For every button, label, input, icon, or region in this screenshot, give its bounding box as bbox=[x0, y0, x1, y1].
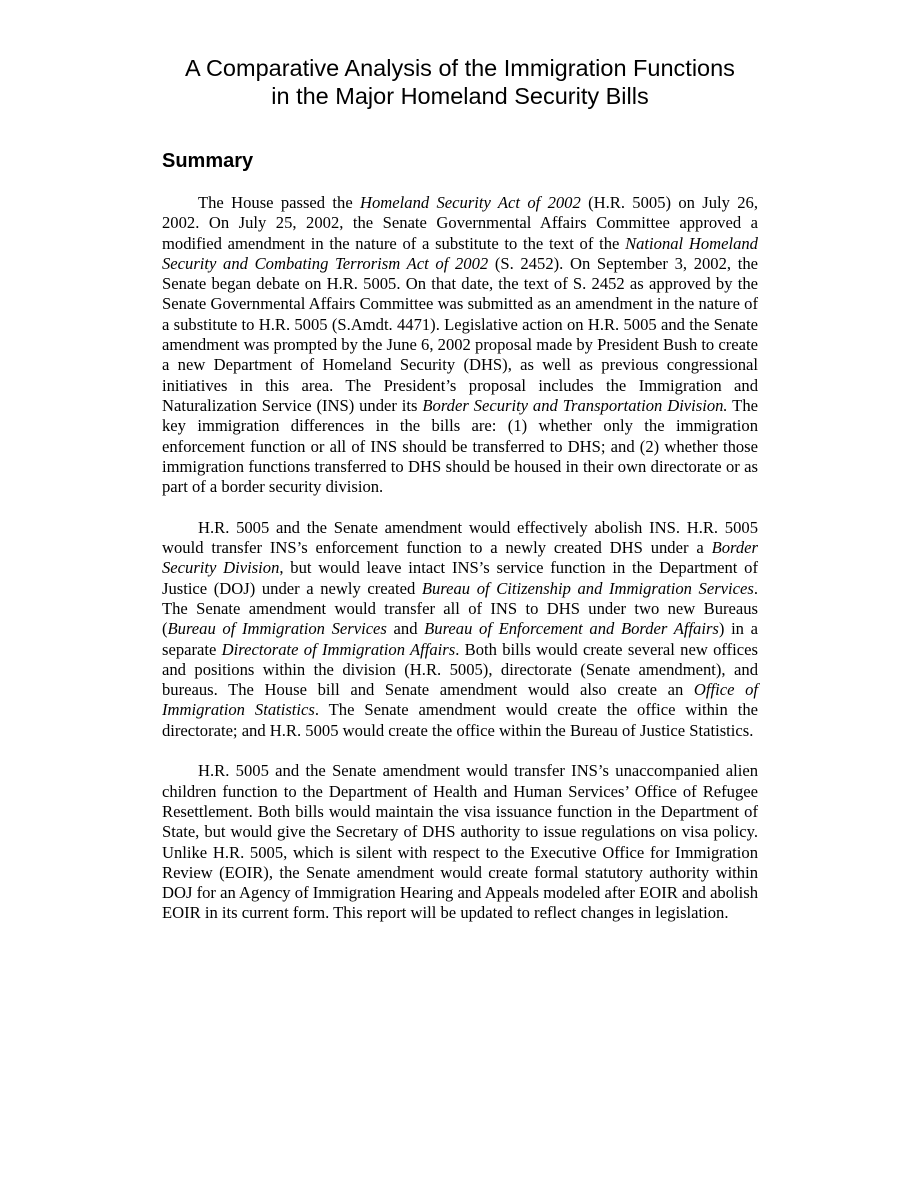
text-run: and bbox=[386, 619, 425, 639]
italic-text-run: Bureau of Citizenship and Immigration Services bbox=[421, 578, 754, 598]
text-run: H.R. 5005 and the Senate amendment would effectively abolish INS. H.R. 5005 would transfer INS’s enforcement function to a newly created DHS under a bbox=[162, 517, 758, 558]
text-run: H.R. 5005 and the Senate amendment would transfer INS’s unaccompanied alien children function to the Department of Health and Human Services’ Office of Refugee Resettlement. Both bills would maintain the visa issuance function in the Department of State, but would give the Secretary of DHS authority to issue regulations on visa policy. Unlike H.R. 5005, which is silent with respect to the Executive Office for Immigration Review (EOIR), the Senate amendment would create formal statutory authority within DOJ for an Agency of Immigration Hearing and Appeals modeled after EOIR and abolish EOIR in its current form. This report will be updated to reflect changes in legislation. bbox=[162, 761, 758, 923]
italic-text-run: Office of Immigration Statistics bbox=[162, 680, 758, 720]
summary-paragraph-3 bbox=[162, 761, 758, 923]
summary-heading: Summary bbox=[162, 150, 254, 172]
text-run: The House passed the bbox=[198, 193, 361, 212]
italic-text-run: National Homeland Security and Combating Terrorism Act of 2002 bbox=[162, 233, 758, 273]
italic-text-run: Border Security and Transportation Division. bbox=[422, 395, 728, 415]
summary-paragraph-1 bbox=[162, 193, 758, 497]
italic-text-run: Border Security Division bbox=[162, 538, 758, 578]
italic-text-run: Bureau of Enforcement and Border Affairs bbox=[424, 619, 719, 639]
text-run: (H.R. 5005) on July 26, 2002. On July 25, 2002, the Senate Governmental Affairs Committee approved a modified amendment in the nature of a substitute to the text of the bbox=[162, 193, 759, 253]
report-title-line-2: in the Major Homeland Security Bills bbox=[271, 83, 649, 109]
text-run: , but would leave intact INS’s service function in the Department of Justice (DOJ) under a newly created bbox=[162, 558, 758, 598]
text-run: (S. 2452). On September 3, 2002, the Senate began debate on H.R. 5005. On that date, the text of S. 2452 as approved by the Senate Governmental Affairs Committee was submitted as an amendment in the nature of a substitute to H.R. 5005 (S.Amdt. 4471). Legislative action on H.R. 5005 and the Senate amendment was prompted by the June 6, 2002 proposal made by President Bush to create a new Department of Homeland Security (DHS), as well as previous congressional initiatives in this area. The President’s proposal includes the Immigration and Naturalization Service (INS) under its bbox=[162, 253, 758, 415]
italic-text-run: Bureau of Immigration Services bbox=[167, 619, 387, 639]
summary-paragraph-2 bbox=[162, 518, 758, 741]
text-run: The key immigration differences in the bills are: (1) whether only the immigration enforcement function or all of INS should be transferred to DHS; and (2) whether those immigration functions transferred to DHS should be housed in their own directorate or as part of a border security division. bbox=[162, 395, 758, 497]
report-title bbox=[162, 54, 758, 110]
text-run: . Both bills would create several new offices and positions within the division (H.R. 5005), directorate (Senate amendment), and bureaus. The House bill and Senate amendment would also create an bbox=[162, 639, 758, 700]
report-title-line-1: A Comparative Analysis of the Immigration Functions bbox=[185, 55, 735, 81]
italic-text-run: Homeland Security Act of 2002 bbox=[360, 193, 581, 212]
document-page bbox=[162, 54, 758, 924]
italic-text-run: Directorate of Immigration Affairs bbox=[221, 639, 456, 659]
text-run: . The Senate amendment would transfer all of INS to DHS under two new Bureaus ( bbox=[162, 578, 758, 639]
text-run: ) in a separate bbox=[162, 619, 758, 659]
text-run: . The Senate amendment would create the office within the directorate; and H.R. 5005 would create the office within the Bureau of Justice Statistics. bbox=[162, 700, 759, 740]
